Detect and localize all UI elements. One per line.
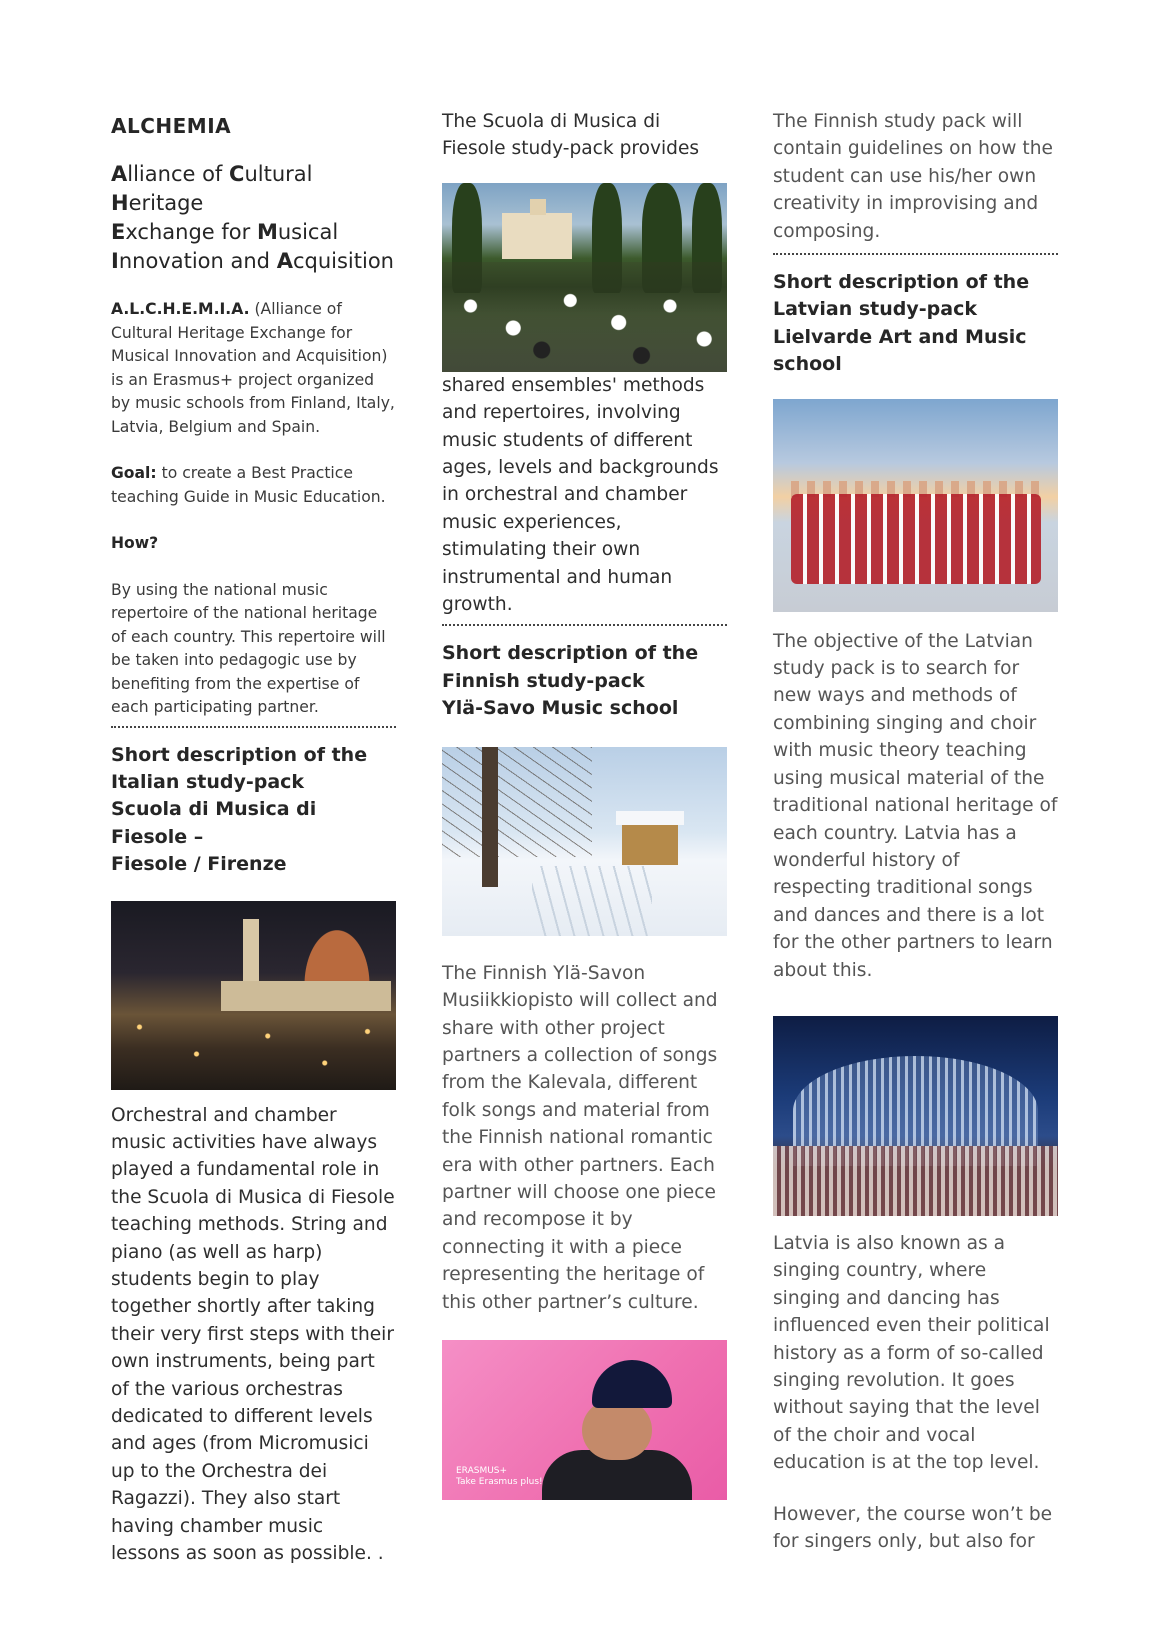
subtitle-part: nnovation and (118, 249, 277, 273)
dotted-divider (442, 624, 727, 626)
subtitle-part: ultural (244, 162, 313, 186)
fiesole-continued: shared ensembles' methods and repertoires, involving music students of different ages, levels and backgrounds in orchestral and chamber music experiences, stimulating their own instrumental and human growth. (442, 374, 719, 616)
winter-landscape-photo (442, 747, 727, 936)
heading-line: school (773, 353, 842, 376)
subtitle-part: usical (277, 220, 339, 244)
column-left (111, 108, 396, 1567)
however-paragraph: However, the course won’t be for singers only, but also for (773, 1503, 1053, 1552)
initial-letter: C (229, 162, 245, 186)
heading-line: Scuola di Musica di Fiesole – (111, 798, 317, 848)
project-full-name (111, 160, 396, 276)
finnish-continued: The Finnish study pack will contain guidelines on how the student can use his/her own creativity in improvising and composing. (773, 111, 1053, 242)
initial-letter: I (111, 249, 119, 273)
initial-letter: E (111, 220, 126, 244)
latvian-paragraph: The objective of the Latvian study pack is to search for new ways and methods of combining singing and choir with music theory teaching using musical material of the traditional national heritage of each country. Latvia has a wonderful history of respecting traditional songs and dances and there is a lot for the other partners to learn about this. (773, 630, 1058, 981)
italian-paragraph: Orchestral and chamber music activities have always played a fundamental role in the Scuola di Musica di Fiesole teaching methods. String and piano (as well as harp) students begin to play together shortly after taking their very first steps with their own instruments, being part of the various orchestras dedicated to different levels and ages (from Micromusici up to the Orchestra dei Ragazzi). They also start having chamber music lessons as soon as possible. . (111, 1104, 395, 1565)
latvian-choir-photo (773, 399, 1058, 612)
subtitle-part: xchange for (125, 220, 257, 244)
heading-line: Latvian study-pack (773, 298, 977, 321)
erasmus-caption-line: ERASMUS+ (456, 1465, 508, 1476)
song-festival-stage-photo (773, 1016, 1058, 1216)
project-title: ALCHEMIA (111, 114, 232, 138)
italian-heading (111, 742, 396, 879)
heading-line: Italian study-pack (111, 770, 305, 793)
florence-photo (111, 901, 396, 1090)
how-label-text: How? (111, 534, 159, 552)
dotted-divider (773, 253, 1058, 255)
heading-line: Short description of the (773, 271, 1030, 294)
how-label (111, 532, 396, 556)
initial-letter: H (111, 191, 129, 215)
initial-letter: A (276, 249, 293, 273)
heading-line: Lielvarde Art and Music (773, 325, 1027, 348)
dotted-divider (111, 726, 396, 728)
how-paragraph: By using the national music repertoire of the national heritage of each country. This repertoire will be taken into pedagogic use by benefiting from the expertise of each participating partner. (111, 580, 386, 716)
intro-paragraph (111, 298, 396, 439)
initial-letter: A (111, 162, 128, 186)
latvia-singing-paragraph: Latvia is also known as a singing country, where singing and dancing has influenced even their political history as a form of so-called singing revolution. It goes without saying that the level of the choir and vocal education is at the top level. (773, 1232, 1050, 1474)
erasmus-video-still (442, 1340, 727, 1500)
acronym: A.L.C.H.E.M.I.A. (111, 300, 250, 318)
column-middle (442, 108, 727, 1500)
subtitle-part: eritage (128, 191, 204, 215)
erasmus-caption (456, 1466, 543, 1488)
outdoor-orchestra-photo (442, 183, 727, 372)
heading-line: Short description of the (442, 642, 699, 665)
intro-text: (Alliance of Cultural Heritage Exchange for Musical Innovation and Acquisition) is an Erasmus+ project organized by music schools from Finland, Italy, Latvia, Belgium and Spain. (111, 300, 395, 436)
initial-letter: M (256, 220, 278, 244)
goal-paragraph (111, 462, 396, 509)
subtitle-part: cquisition (292, 249, 394, 273)
column-right (773, 108, 1058, 1555)
goal-text: to create a Best Practice teaching Guide in Music Education. (111, 464, 386, 506)
heading-line: Ylä-Savo Music school (442, 697, 679, 720)
erasmus-caption-line: Take Erasmus plus! (456, 1476, 543, 1487)
finnish-paragraph: The Finnish Ylä-Savon Musiikkiopisto will collect and share with other project partners a collection of songs from the Kalevala, different folk songs and material from the Finnish national romantic era with other partners. Each partner will choose one piece and recompose it by connecting it with a piece representing the heritage of this other partner’s culture. (442, 962, 718, 1313)
heading-line: Finnish study-pack (442, 669, 645, 692)
goal-label: Goal: (111, 464, 157, 482)
heading-line: Fiesole / Firenze (111, 853, 287, 876)
finnish-heading (442, 640, 727, 722)
subtitle-part: lliance of (127, 162, 230, 186)
fiesole-intro: The Scuola di Musica di Fiesole study-pack provides (442, 111, 700, 160)
heading-line: Short description of the (111, 743, 368, 766)
latvian-heading (773, 269, 1058, 379)
